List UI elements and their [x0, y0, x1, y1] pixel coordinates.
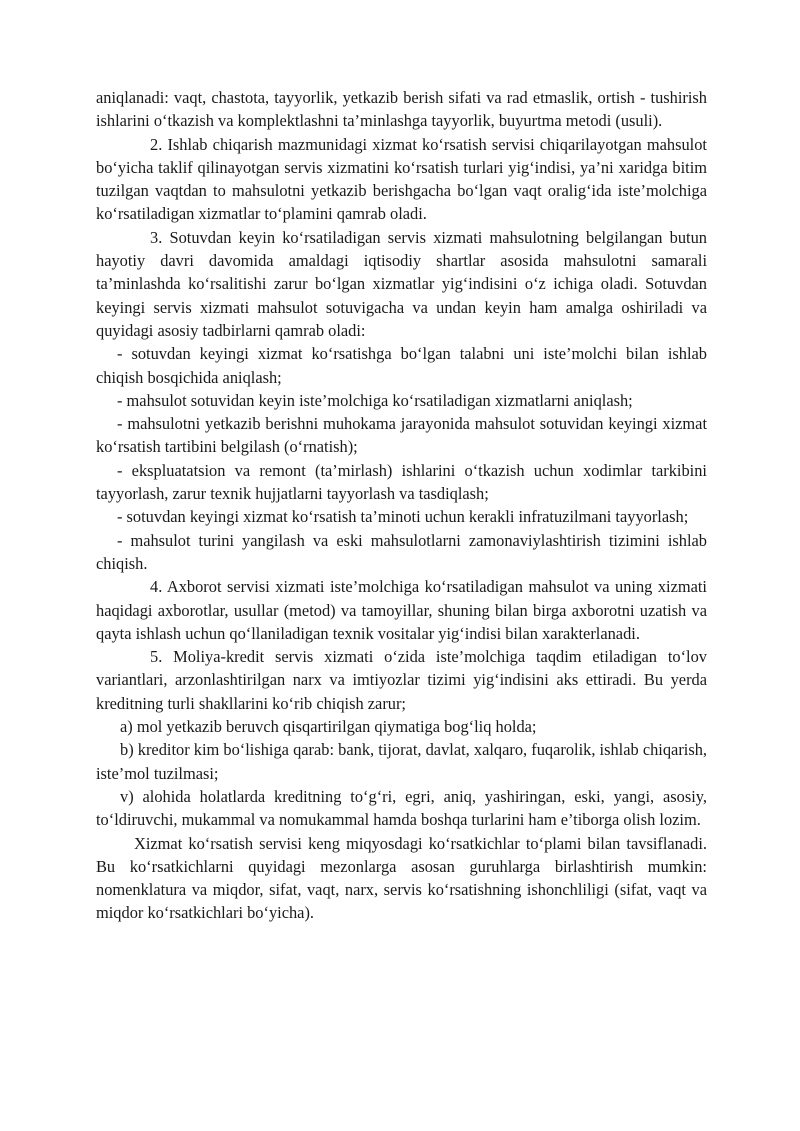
- list-item-b: b) kreditor kim bo‘lishiga qarab: bank, tijorat, davlat, xalqaro, fuqarolik, ishlab chiqarish, iste’mol tuzilmasi;: [96, 740, 707, 783]
- list-item-dash-4: - ekspluatatsion va remont (ta’mirlash) ishlarini o‘tkazish uchun xodimlar tarkibini tayyorlash, zarur texnik hujjatlarni tayyorlash va tasdiqlash;: [96, 460, 707, 504]
- list-item-v: v) alohida holatlarda kreditning to‘g‘ri, egri, aniq, yashiringan, eski, yangi, asosiy, to‘ldiruvchi, mukammal va nomukammal hamda boshqa turlarini ham e’tiborga olish lozim.: [96, 786, 707, 830]
- paragraph-item-5: 5. Moliya-kredit servis xizmati o‘zida iste’molchiga taqdim etiladigan to‘lov variantlari, arzonlashtirilgan narx va imtiyozlar tizimi yig‘indisini aks ettiradi. Bu yerda kreditning turli shakllarini ko‘rib chiqish zarur;: [96, 647, 707, 713]
- list-item-dash-5: - sotuvdan keyingi xizmat ko‘rsatish ta’minoti uchun kerakli infratuzilmani tayyorlash;: [117, 507, 689, 527]
- paragraph-item-2: 2. Ishlab chiqarish mazmunidagi xizmat ko‘rsatish servisi chiqarilayotgan mahsulot bo‘yicha taklif qilinayotgan servis xizmatini ko‘rsatish turlari yig‘indisi, ya’ni xaridga bitim tuzilgan vaqtdan to mahsulotni yetkazib berishgacha bo‘lgan vaqt oralig‘ida iste’molchiga ko‘rsatiladigan xizmatlar to‘plamini qamrab oladi.: [96, 134, 707, 224]
- list-item-dash-3: - mahsulotni yetkazib berishni muhokama jarayonida mahsulot sotuvidan keyingi xizmat ko‘rsatish tartibini belgilash (o‘rnatish);: [96, 414, 707, 457]
- document-page: [96, 86, 707, 925]
- paragraph-continuation: aniqlanadi: vaqt, chastota, tayyorlik, yetkazib berish sifati va rad etmaslik, ortish - tushirish ishlarini o‘tkazish va komplektlashni ta’minlashga tayyorlik, buyurtma metodi (usuli).: [96, 88, 707, 131]
- list-item-a: a) mol yetkazib beruvch qisqartirilgan qiymatiga bog‘liq holda;: [120, 717, 537, 737]
- paragraph-summary: Xizmat ko‘rsatish servisi keng miqyosdagi ko‘rsatkichlar to‘plami bilan tavsiflanadi. Bu ko‘rsatkichlarni quyidagi mezonlarga asosan guruhlarga birlashtirish mumkin: nomenklatura va miqdor, sifat, vaqt, narx, servis ko‘rsatishning ishonchliligi (sifat, vaqt va miqdor ko‘rsatkichlari bo‘yicha).: [96, 833, 707, 923]
- list-item-dash-1: - sotuvdan keyingi xizmat ko‘rsatishga bo‘lgan talabni uni iste’molchi bilan ishlab chiqish bosqichida aniqlash;: [96, 344, 707, 387]
- paragraph-item-3: 3. Sotuvdan keyin ko‘rsatiladigan servis xizmati mahsulotning belgilangan butun hayotiy davri davomida amaldagi iqtisodiy shartlar asosida mahsulotni samarali ta’minlashda ko‘rsalitishi zarur bo‘lgan xizmatlar yig‘indisini o‘z ichiga oladi. Sotuvdan keyingi servis xizmati mahsulot sotuvigacha va undan keyin ham amalga oshiriladi va quyidagi asosiy tadbirlarni qamrab oladi:: [96, 227, 707, 340]
- paragraph-item-4: 4. Axborot servisi xizmati iste’molchiga ko‘rsatiladigan mahsulot va uning xizmati haqidagi axborotlar, usullar (metod) va tamoyillar, shuning bilan birga axborotni uzatish va qayta ishlash uchun qo‘llaniladigan texnik vositalar yig‘indisi bilan xarakterlanadi.: [96, 577, 707, 643]
- list-item-dash-2: - mahsulot sotuvidan keyin iste’molchiga ko‘rsatiladigan xizmatlarni aniqlash;: [117, 390, 633, 410]
- list-item-dash-6: - mahsulot turini yangilash va eski mahsulotlarni zamonaviylashtirish tizimini ishlab chiqish.: [96, 530, 707, 573]
